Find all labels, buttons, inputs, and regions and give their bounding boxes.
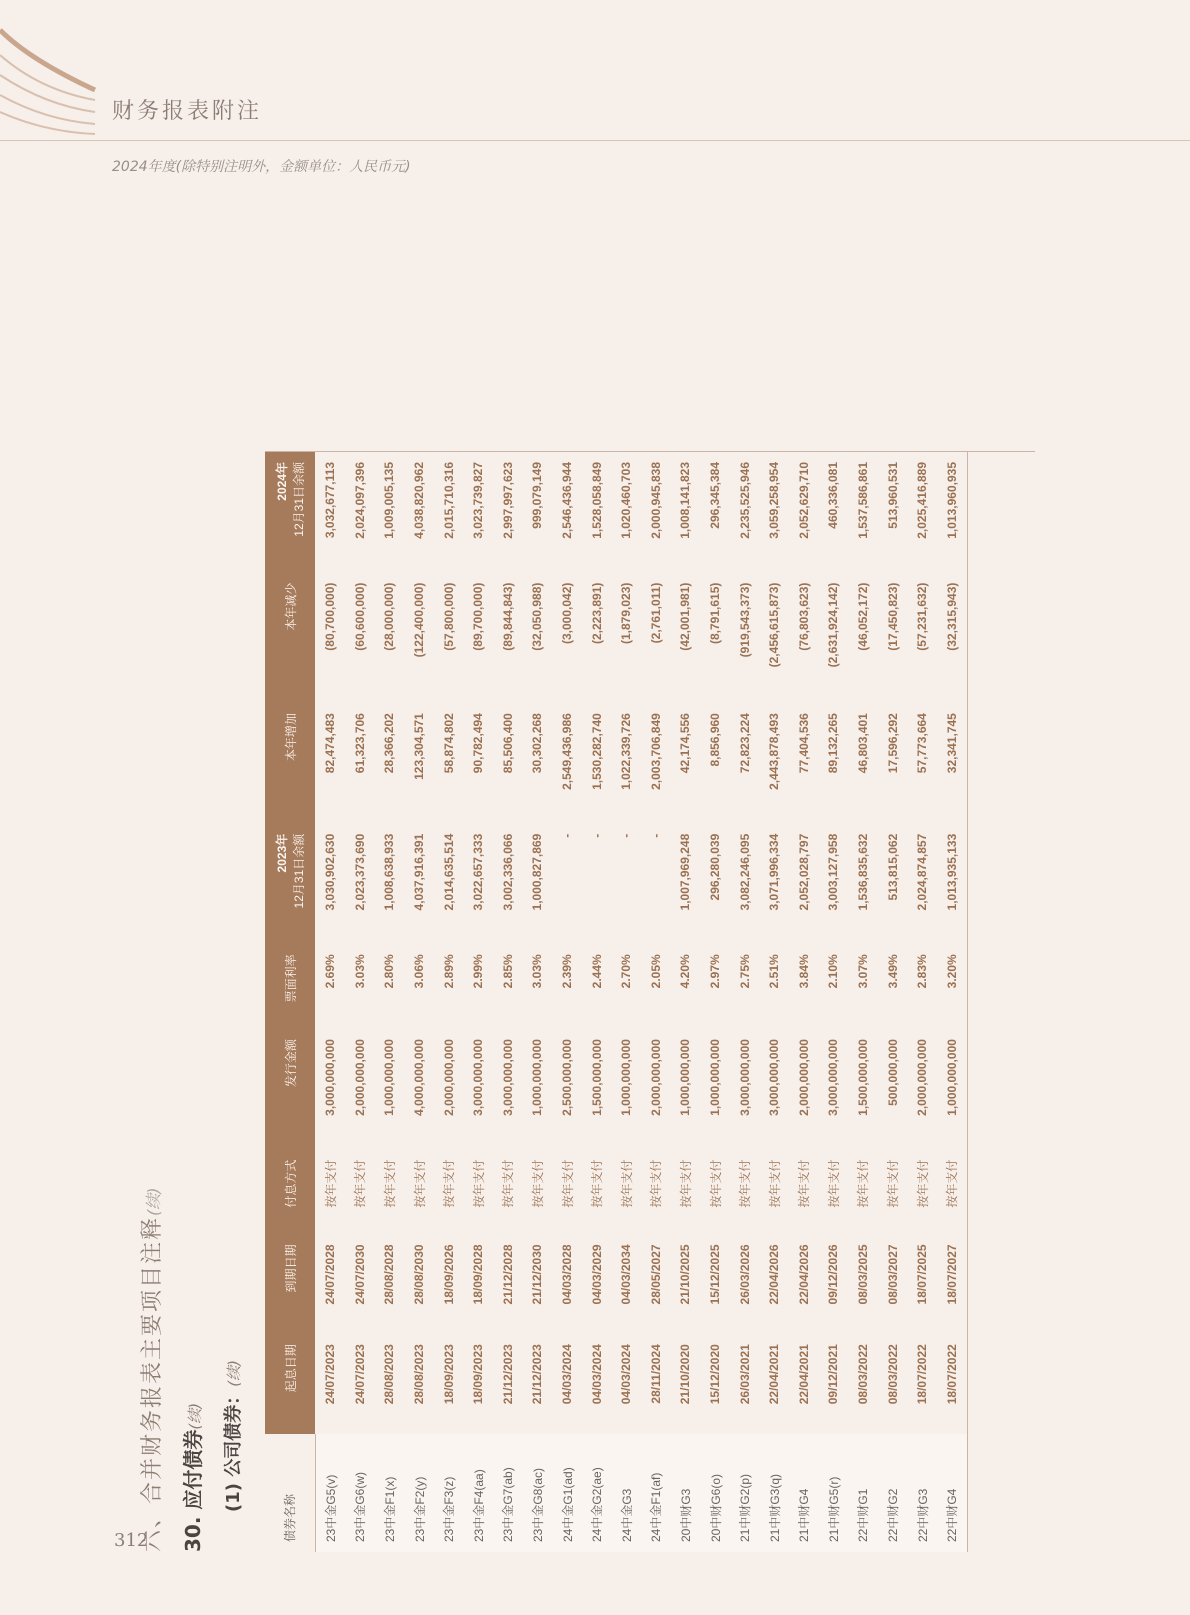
section-heading-text: 六、合并财务报表主要项目注释 [140,1215,165,1552]
cell-amount: 2,500,000,000 [560,1039,575,1116]
cell-decrease: (919,543,373) [737,582,752,658]
table-row [463,452,493,1552]
cell-start: 15/12/2020 [708,1344,723,1405]
cell-maturity: 24/07/2028 [323,1244,338,1305]
cell-maturity: 21/12/2030 [530,1244,545,1305]
cell-method: 按年支付 [937,1150,967,1235]
cell-bal2023: - [560,833,575,838]
cell-bal2024: 1,528,058,849 [589,462,604,539]
cell-start: 28/08/2023 [412,1344,427,1405]
cell-bal2024: 460,336,081 [826,462,841,529]
cell-amount: 4,000,000,000 [412,1039,427,1116]
cell-bal2024: 513,960,531 [885,462,900,529]
cell-start: 04/03/2024 [560,1344,575,1405]
cell-amount: 3,000,000,000 [471,1039,486,1116]
cell-bal2024: 2,000,945,838 [648,462,663,539]
cell-start: 21/10/2020 [678,1344,693,1405]
cell-method: 按年支付 [619,1159,634,1208]
cell-name: 22中财G3 [907,1434,937,1552]
cell-name: 24中金F1(af) [641,1434,671,1552]
table-row [375,452,405,1552]
cell-rate: 2.97% [708,954,723,989]
cell-maturity: 04/03/2029 [589,1244,604,1305]
cell-amount: 3,000,000,000 [826,1039,841,1116]
cell-increase: 57,773,664 [915,713,930,774]
cell-maturity: 08/03/2025 [855,1244,870,1305]
cell-bal2024: 4,038,820,962 [412,462,427,539]
cell-increase: 58,874,802 [441,713,456,774]
cell-increase: 2,443,878,493 [767,713,782,790]
cell-bal2023: - [589,833,604,838]
cell-amount: 2,000,000,000 [352,1039,367,1116]
cell-increase: 82,474,483 [323,713,338,774]
cell-name: 23中金F4(aa) [463,1434,493,1552]
cell-method: 按年支付 [412,1159,427,1208]
cell-method: 按年支付 [915,1159,930,1208]
header-2024: 2024年 [265,452,290,573]
header-bal2023: 12月31日余额 [290,824,315,945]
cell-rate: 3.07% [855,954,870,989]
cell-maturity: 08/03/2027 [885,1244,900,1305]
table-row [907,452,937,1552]
cell-start: 28/08/2023 [382,1344,397,1405]
cell-bal2023: 3,002,336,066 [500,833,515,911]
cell-name: 22中财G1 [848,1434,878,1552]
cell-maturity: 18/09/2028 [471,1244,486,1305]
table-row [493,452,523,1552]
cell-decrease: (3,000,042) [560,582,575,645]
cell-decrease: (80,700,000) [323,582,338,651]
cell-decrease: (1,879,023) [619,582,634,645]
cell-bal2024: 2,997,997,623 [500,462,515,539]
cell-rate: 2.75% [737,954,752,989]
cell-method: 按年支付 [323,1159,338,1208]
cell-increase: 28,366,202 [382,713,397,774]
cell-maturity: 24/07/2030 [352,1244,367,1305]
header-rate: 票面利率 [265,944,315,1029]
cell-maturity: 04/03/2028 [560,1244,575,1305]
cell-bal2023: 3,071,996,334 [767,833,782,911]
cell-start: 18/09/2023 [471,1344,486,1405]
cell-start: 24/07/2023 [352,1344,367,1405]
cell-bal2023: 513,815,062 [885,833,900,901]
cell-increase: 72,823,224 [737,713,752,774]
cell-name: 24中金G1(ad) [552,1434,582,1552]
cell-amount: 3,000,000,000 [323,1039,338,1116]
cell-increase: 30,302,268 [530,713,545,774]
cell-bal2023: 1,536,835,632 [855,833,870,911]
cell-bal2023: 3,022,657,333 [471,833,486,911]
cell-name: 21中财G5(r) [819,1434,849,1552]
cell-rate: 2.10% [826,954,841,989]
cell-method: 按年支付 [678,1159,693,1208]
cell-bal2023: 1,000,827,869 [530,833,545,911]
cell-method: 按年支付 [797,1159,812,1208]
table-row [523,452,553,1552]
table-row [611,452,641,1552]
cell-method: 按年支付 [856,1159,871,1208]
cell-rate: 2.39% [560,954,575,989]
cell-rate: 3.20% [937,944,967,1029]
header-start: 起息日期 [265,1334,315,1434]
cell-start: 08/03/2022 [855,1344,870,1405]
cell-method: 按年支付 [382,1159,397,1208]
cell-bal2023: 3,003,127,958 [826,833,841,911]
header-name: 债券名称 [265,1434,315,1552]
table-row [759,452,789,1552]
cell-bal2023: 1,013,935,133 [937,824,967,945]
cell-amount: 2,000,000,000 [915,1039,930,1116]
cell-amount: 500,000,000 [885,1039,900,1106]
cell-name: 21中财G3(q) [759,1434,789,1552]
cell-rate: 3.03% [530,954,545,989]
cell-amount: 3,000,000,000 [767,1039,782,1116]
cell-start: 04/03/2024 [589,1344,604,1405]
header-title: 财务报表附注 [112,99,263,124]
cell-maturity: 21/10/2025 [678,1244,693,1305]
cell-start: 08/03/2022 [885,1344,900,1405]
cell-bal2024: 1,008,141,823 [678,462,693,539]
cell-method: 按年支付 [590,1159,605,1208]
cell-bal2024: 1,009,005,135 [382,462,397,539]
cell-method: 按年支付 [471,1159,486,1208]
cell-increase: 2,003,706,849 [648,713,663,790]
cell-bal2024: 999,079,149 [530,462,545,529]
cell-method: 按年支付 [560,1159,575,1208]
cell-bal2023: 2,024,874,857 [915,833,930,911]
cell-bal2023: 2,014,635,514 [441,833,456,911]
cell-name: 21中财G2(p) [730,1434,760,1552]
cell-amount: 1,000,000,000 [619,1039,634,1116]
cell-decrease: (57,231,632) [915,582,930,651]
cell-bal2024: 1,013,960,935 [937,452,967,573]
cell-bal2024: 3,023,739,827 [471,462,486,539]
cell-name: 24中金G3 [611,1434,641,1552]
cell-decrease: (42,001,981) [678,582,693,651]
cell-increase: 17,596,292 [885,713,900,774]
cell-name: 23中金G6(w) [345,1434,375,1552]
cell-name: 23中金F1(x) [375,1434,405,1552]
cell-start: 21/12/2023 [530,1344,545,1405]
cell-bal2024: 2,052,629,710 [796,462,811,539]
cell-method: 按年支付 [530,1159,545,1208]
cell-amount: 2,000,000,000 [648,1039,663,1116]
header-subtitle: 2024年度(除特别注明外，金额单位：人民币元) [112,159,411,175]
cell-increase: 1,022,339,726 [619,713,634,790]
cell-rate: 3.84% [796,954,811,989]
cell-rate: 2.83% [915,954,930,989]
table-row [730,452,760,1552]
header-bal2024: 12月31日余额 [290,452,315,573]
cell-increase: 8,856,960 [708,713,723,767]
cell-amount: 1,500,000,000 [855,1039,870,1116]
cell-rate: 3.03% [352,954,367,989]
cell-maturity: 22/04/2026 [767,1244,782,1305]
cell-amount: 2,000,000,000 [796,1039,811,1116]
cell-amount: 3,000,000,000 [737,1039,752,1116]
cell-start: 09/12/2021 [826,1344,841,1405]
cell-increase: 77,404,536 [796,713,811,774]
cell-decrease: (89,700,000) [471,582,486,651]
cell-rate: 3.49% [885,954,900,989]
cell-increase: 1,530,282,740 [589,713,604,790]
cell-bal2023: 3,082,246,095 [737,833,752,911]
header-2023: 2023年 [265,824,290,945]
section-heading-suffix: (续) [144,1187,163,1216]
cell-name: 20中财G3 [671,1434,701,1552]
cell-amount: 1,000,000,000 [708,1039,723,1116]
cell-rate: 2.51% [767,954,782,989]
cell-decrease: (60,600,000) [352,582,367,651]
header-increase: 本年增加 [265,703,315,824]
cell-amount: 1,000,000,000 [937,1029,967,1150]
cell-maturity: 18/09/2026 [441,1244,456,1305]
cell-bal2023: 2,023,373,690 [352,833,367,911]
cell-maturity: 28/08/2028 [382,1244,397,1305]
cell-bal2023: 3,030,902,630 [323,833,338,911]
cell-maturity: 18/07/2025 [915,1244,930,1305]
table-header-row [265,452,290,1552]
cell-bal2024: 2,025,416,889 [915,462,930,539]
cell-start: 26/03/2021 [737,1344,752,1405]
cell-bal2024: 2,024,097,396 [352,462,367,539]
table-row [345,452,375,1552]
table-row [937,452,967,1552]
cell-start: 22/04/2021 [796,1344,811,1405]
cell-method: 按年支付 [353,1159,368,1208]
cell-bal2023: 4,037,916,391 [412,833,427,911]
cell-increase: 85,506,400 [500,713,515,774]
cell-rate: 2.89% [441,954,456,989]
cell-name: 23中金F3(z) [434,1434,464,1552]
cell-amount: 1,000,000,000 [678,1039,693,1116]
cell-decrease: (2,456,615,873) [767,582,782,668]
cell-amount: 1,000,000,000 [530,1039,545,1116]
table-row [848,452,878,1552]
cell-name: 23中金F2(y) [404,1434,434,1552]
table-row [404,452,434,1552]
cell-decrease: (2,761,011) [648,582,663,644]
cell-increase: 42,174,556 [678,713,693,774]
header-amount: 发行金额 [265,1029,315,1150]
cell-bal2024: 3,059,258,954 [767,462,782,539]
header-decrease: 本年减少 [265,573,315,704]
cell-decrease: (89,844,843) [500,582,515,651]
cell-name: 20中财G6(o) [700,1434,730,1552]
cell-maturity: 18/07/2027 [937,1234,967,1334]
cell-name: 23中金G8(ac) [523,1434,553,1552]
cell-start: 28/11/2024 [648,1344,663,1404]
bonds-table [265,452,968,1552]
cell-name: 22中财G2 [878,1434,908,1552]
cell-decrease: (28,000,000) [382,582,397,651]
cell-bal2024: 3,032,677,113 [323,462,338,539]
note-title-text: 30. 应付债券 [181,1429,205,1552]
header-method: 付息方式 [265,1150,315,1235]
cell-bal2023: 296,280,039 [708,833,723,901]
cell-name: 23中金G5(v) [315,1434,345,1552]
cell-increase: 2,549,436,986 [560,713,575,790]
table-row [641,452,671,1552]
note-title-suffix: (续) [186,1402,204,1430]
cell-start: 18/07/2022 [937,1334,967,1434]
cell-rate: 2.69% [323,954,338,989]
page-number: 312 [114,1530,149,1551]
cell-start: 18/09/2023 [441,1344,456,1405]
cell-method: 按年支付 [649,1159,664,1208]
cell-method: 按年支付 [767,1159,782,1208]
cell-decrease: (2,631,924,142) [826,582,841,668]
cell-bal2024: 2,015,710,316 [441,462,456,539]
cell-name: 23中金G7(ab) [493,1434,523,1552]
cell-maturity: 09/12/2026 [826,1244,841,1305]
cell-maturity: 26/03/2026 [737,1244,752,1305]
cell-method: 按年支付 [826,1159,841,1208]
cell-rate: 4.20% [678,954,693,989]
table-row [671,452,701,1552]
cell-increase: 89,132,265 [826,713,841,774]
cell-decrease: (32,315,943) [937,573,967,704]
cell-amount: 3,000,000,000 [500,1039,515,1116]
decorative-arcs [0,0,110,140]
cell-maturity: 04/03/2034 [619,1244,634,1305]
note-title [177,1403,206,1552]
table-row [315,452,345,1552]
cell-bal2023: 1,008,638,933 [382,833,397,911]
cell-method: 按年支付 [738,1159,753,1208]
cell-bal2024: 296,345,384 [708,462,723,529]
cell-decrease: (122,400,000) [412,582,427,658]
cell-rate: 2.80% [382,954,397,989]
cell-bal2024: 1,537,586,861 [855,462,870,539]
table-row [878,452,908,1552]
cell-maturity: 22/04/2026 [796,1244,811,1305]
cell-decrease: (46,052,172) [855,582,870,651]
header-maturity: 到期日期 [265,1234,315,1334]
cell-rate: 2.70% [619,954,634,989]
cell-name: 22中财G4 [937,1434,967,1552]
cell-bal2023: 2,052,028,797 [796,833,811,911]
cell-increase: 123,304,571 [412,713,427,780]
table-row [789,452,819,1552]
cell-start: 22/04/2021 [767,1344,782,1405]
cell-name: 24中金G2(ae) [582,1434,612,1552]
cell-bal2024: 2,546,436,944 [560,462,575,539]
cell-bal2023: - [648,833,663,838]
cell-method: 按年支付 [886,1159,901,1208]
cell-bal2024: 2,235,525,946 [737,462,752,539]
cell-decrease: (32,050,988) [530,582,545,651]
cell-rate: 2.05% [648,954,663,989]
cell-increase: 32,341,745 [937,703,967,824]
cell-increase: 90,782,494 [471,713,486,774]
cell-decrease: (17,450,823) [885,582,900,651]
cell-amount: 1,500,000,000 [589,1039,604,1116]
cell-bal2023: - [619,833,634,838]
cell-rate: 2.44% [589,954,604,989]
cell-rate: 2.99% [471,954,486,989]
table-body [315,452,967,1552]
table-row [582,452,612,1552]
section-heading [135,1187,166,1552]
cell-method: 按年支付 [708,1159,723,1208]
cell-start: 24/07/2023 [323,1344,338,1405]
cell-start: 04/03/2024 [619,1344,634,1405]
cell-rate: 3.06% [412,954,427,989]
cell-bal2024: 1,020,460,703 [619,462,634,539]
cell-increase: 61,323,706 [352,713,367,774]
sub-title-suffix: (续) [225,1360,243,1387]
cell-amount: 1,000,000,000 [382,1039,397,1116]
cell-increase: 46,803,401 [855,713,870,774]
cell-start: 21/12/2023 [500,1344,515,1405]
cell-start: 18/07/2022 [915,1344,930,1405]
table-row [700,452,730,1552]
cell-maturity: 15/12/2025 [708,1244,723,1305]
cell-decrease: (2,223,891) [589,582,604,645]
table-row [434,452,464,1552]
cell-bal2023: 1,007,969,248 [678,833,693,911]
cell-decrease: (76,803,623) [796,582,811,651]
cell-method: 按年支付 [442,1159,457,1208]
cell-maturity: 28/05/2027 [648,1244,663,1305]
sub-title-text: (1) 公司债券： [223,1386,244,1512]
rotated-content [135,132,1055,1552]
cell-maturity: 21/12/2028 [500,1244,515,1305]
cell-maturity: 28/08/2030 [412,1244,427,1305]
table-row [552,452,582,1552]
cell-rate: 2.85% [500,954,515,989]
cell-amount: 2,000,000,000 [441,1039,456,1116]
cell-decrease: (57,800,000) [441,582,456,651]
cell-decrease: (8,791,615) [708,582,723,645]
sub-title [219,1360,245,1512]
table-row [819,452,849,1552]
cell-name: 21中财G4 [789,1434,819,1552]
cell-method: 按年支付 [501,1159,516,1208]
